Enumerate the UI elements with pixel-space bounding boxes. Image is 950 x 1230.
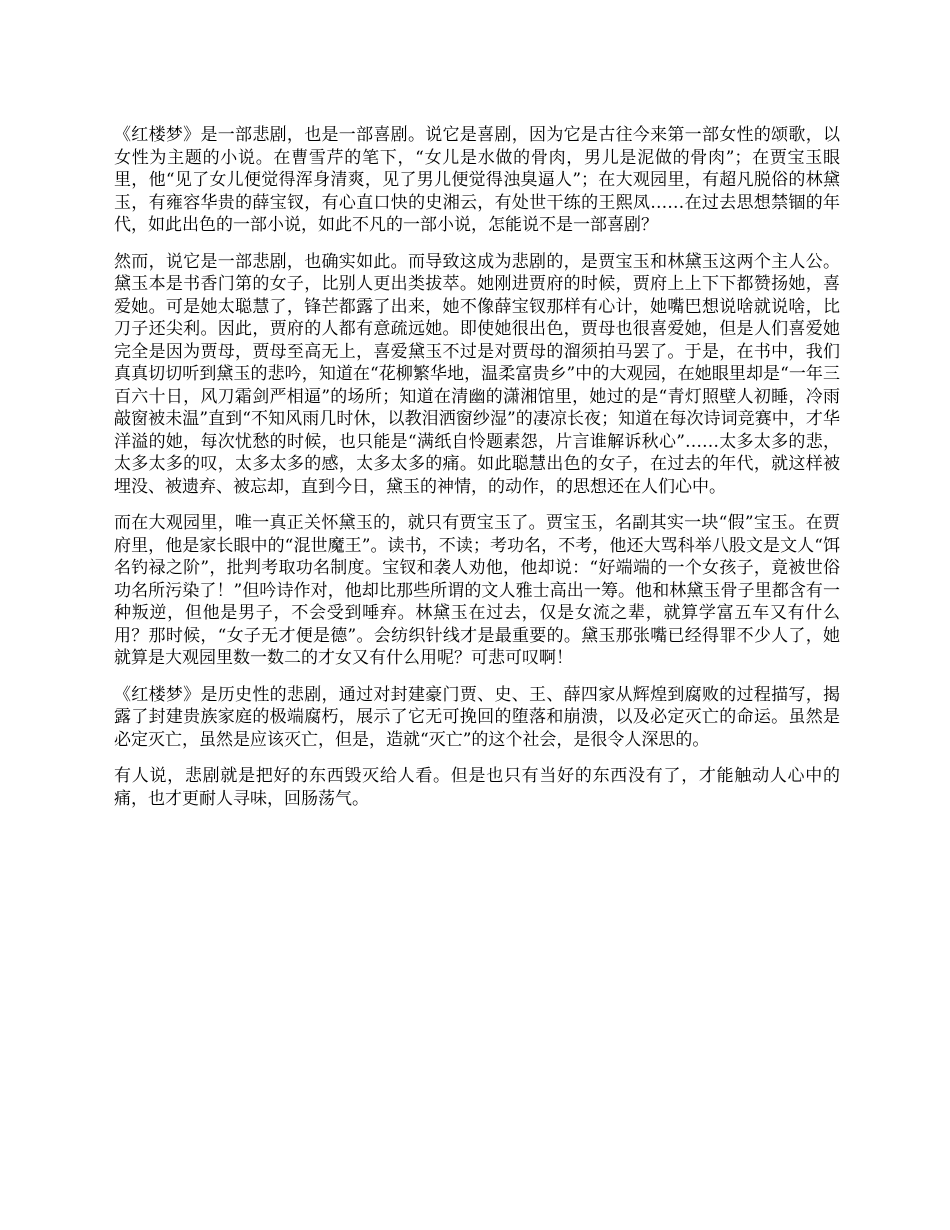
paragraph-3: 而在大观园里，唯一真正关怀黛玉的，就只有贾宝玉了。贾宝玉，名副其实一块“假”宝玉。在贾府里，他是家长眼中的“混世魔王”。读书，不读；考功名，不考，他还大骂科举八股文是文人“饵名钓禄之阶”，批判考取功名制度。宝钗和袭人劝他，他却说：“好端端的一个女孩子，竟被世俗功名所污染了！”但吟诗作对，他却比那些所谓的文人雅士高出一筹。他和林黛玉骨子里都含有一种叛逆，但他是男子，不会受到唾弃。林黛玉在过去，仅是女流之辈，就算学富五车又有什么用？那时候，“女子无才便是德”。会纺织针线才是最重要的。黛玉那张嘴已经得罪不少人了，她就算是大观园里数一数二的才女又有什么用呢？可悲可叹啊！ xyxy=(114,513,840,668)
document-body xyxy=(114,124,840,824)
paragraph-2: 然而，说它是一部悲剧，也确实如此。而导致这成为悲剧的，是贾宝玉和林黛玉这两个主人公。黛玉本是书香门第的女子，比别人更出类拔萃。她刚进贾府的时候，贾府上上下下都赞扬她，喜爱她。可是她太聪慧了，锋芒都露了出来，她不像薛宝钗那样有心计，她嘴巴想说啥就说啥，比刀子还尖利。因此，贾府的人都有意疏远她。即使她很出色，贾母也很喜爱她，但是人们喜爱她完全是因为贾母，贾母至高无上，喜爱黛玉不过是对贾母的溜须拍马罢了。于是，在书中，我们真真切切听到黛玉的悲吟，知道在“花柳繁华地，温柔富贵乡”中的大观园，在她眼里却是“一年三百六十日，风刀霜剑严相逼”的场所；知道在清幽的潇湘馆里，她过的是“青灯照壁人初睡，冷雨敲窗被未温”直到“不知风雨几时休，以教泪洒窗纱湿”的凄凉长夜；知道在每次诗词竞赛中，才华洋溢的她，每次忧愁的时候，也只能是“满纸自怜题素怨，片言谁解诉秋心”……太多太多的悲，太多太多的叹，太多太多的感，太多太多的痛。如此聪慧出色的女子，在过去的年代，就这样被埋没、被遗弃、被忘却，直到今日，黛玉的神情，的动作，的思想还在人们心中。 xyxy=(114,251,840,497)
paragraph-1: 《红楼梦》是一部悲剧，也是一部喜剧。说它是喜剧，因为它是古往今来第一部女性的颂歌，以女性为主题的小说。在曹雪芹的笔下，“女儿是水做的骨肉，男儿是泥做的骨肉”；在贾宝玉眼里，他“见了女儿便觉得浑身清爽，见了男儿便觉得浊臭逼人”；在大观园里，有超凡脱俗的林黛玉，有雍容华贵的薛宝钗，有心直口快的史湘云，有处世干练的王熙凤……在过去思想禁锢的年代，如此出色的一部小说，如此不凡的一部小说，怎能说不是一部喜剧？ xyxy=(114,125,840,235)
paragraph-5: 有人说，悲剧就是把好的东西毁灭给人看。但是也只有当好的东西没有了，才能触动人心中的痛，也才更耐人寻味，回肠荡气。 xyxy=(114,766,840,809)
paragraph-4: 《红楼梦》是历史性的悲剧，通过对封建豪门贾、史、王、薛四家从辉煌到腐败的过程描写，揭露了封建贵族家庭的极端腐朽，展示了它无可挽回的堕落和崩溃，以及必定灭亡的命运。虽然是必定灭亡，虽然是应该灭亡，但是，造就“灭亡”的这个社会，是很令人深思的。 xyxy=(114,684,840,750)
